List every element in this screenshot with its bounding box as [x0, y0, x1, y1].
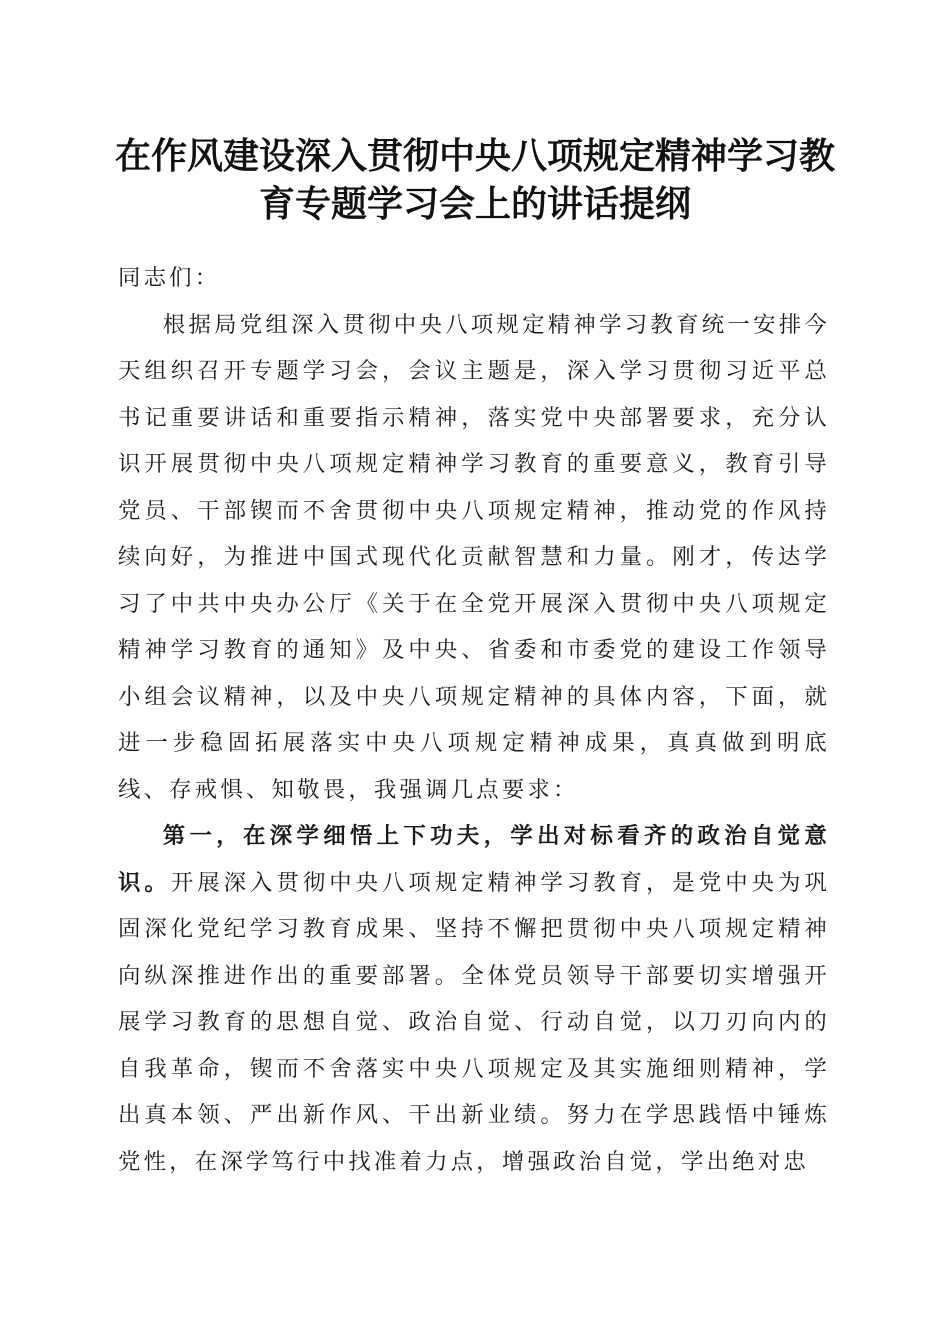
document-body: [118, 255, 830, 1185]
paragraph-1: [118, 302, 830, 814]
paragraph-2: [118, 813, 830, 1185]
paragraph-lead-heading: 第一，在深学细悟上下功夫，学出对标看齐的政治自觉意识。: [118, 823, 830, 896]
salutation: 同志们：: [118, 265, 221, 291]
paragraph-text: 根据局党组深入贯彻中央八项规定精神学习教育统一安排今天组织召开专题学习会，会议主题是，深入学习贯彻习近平总书记重要讲话和重要指示精神，落实党中央部署要求，充分认识开展贯彻中央八项规定精神学习教育的重要意义，教育引导党员、干部锲而不舍贯彻中央八项规定精神，推动党的作风持续向好，为推进中国式现代化贡献智慧和力量。刚才，传达学习了中共中央办公厅《关于在全党开展深入贯彻中央八项规定精神学习教育的通知》及中央、省委和市委党的建设工作领导小组会议精神，以及中央八项规定精神的具体内容，下面，就进一步稳固拓展落实中央八项规定精神成果，真真做到明底线、存戒惧、知敬畏，我强调几点要求：: [118, 311, 830, 803]
paragraph-text: 开展深入贯彻中央八项规定精神学习教育，是党中央为巩固深化党纪学习教育成果、坚持不懈把贯彻中央八项规定精神向纵深推进作出的重要部署。全体党员领导干部要切实增强开展学习教育的思想自觉、政治自觉、行动自觉，以刀刃向内的自我革命，锲而不舍落实中央八项规定及其实施细则精神，学出真本领、严出新作风、干出新业绩。努力在学思践悟中锤炼党性，在深学笃行中找准着力点，增强政治自觉，学出绝对忠: [118, 869, 831, 1175]
document-title: 在作风建设深入贯彻中央八项规定精神学习教育专题学习会上的讲话提纲: [114, 135, 835, 225]
